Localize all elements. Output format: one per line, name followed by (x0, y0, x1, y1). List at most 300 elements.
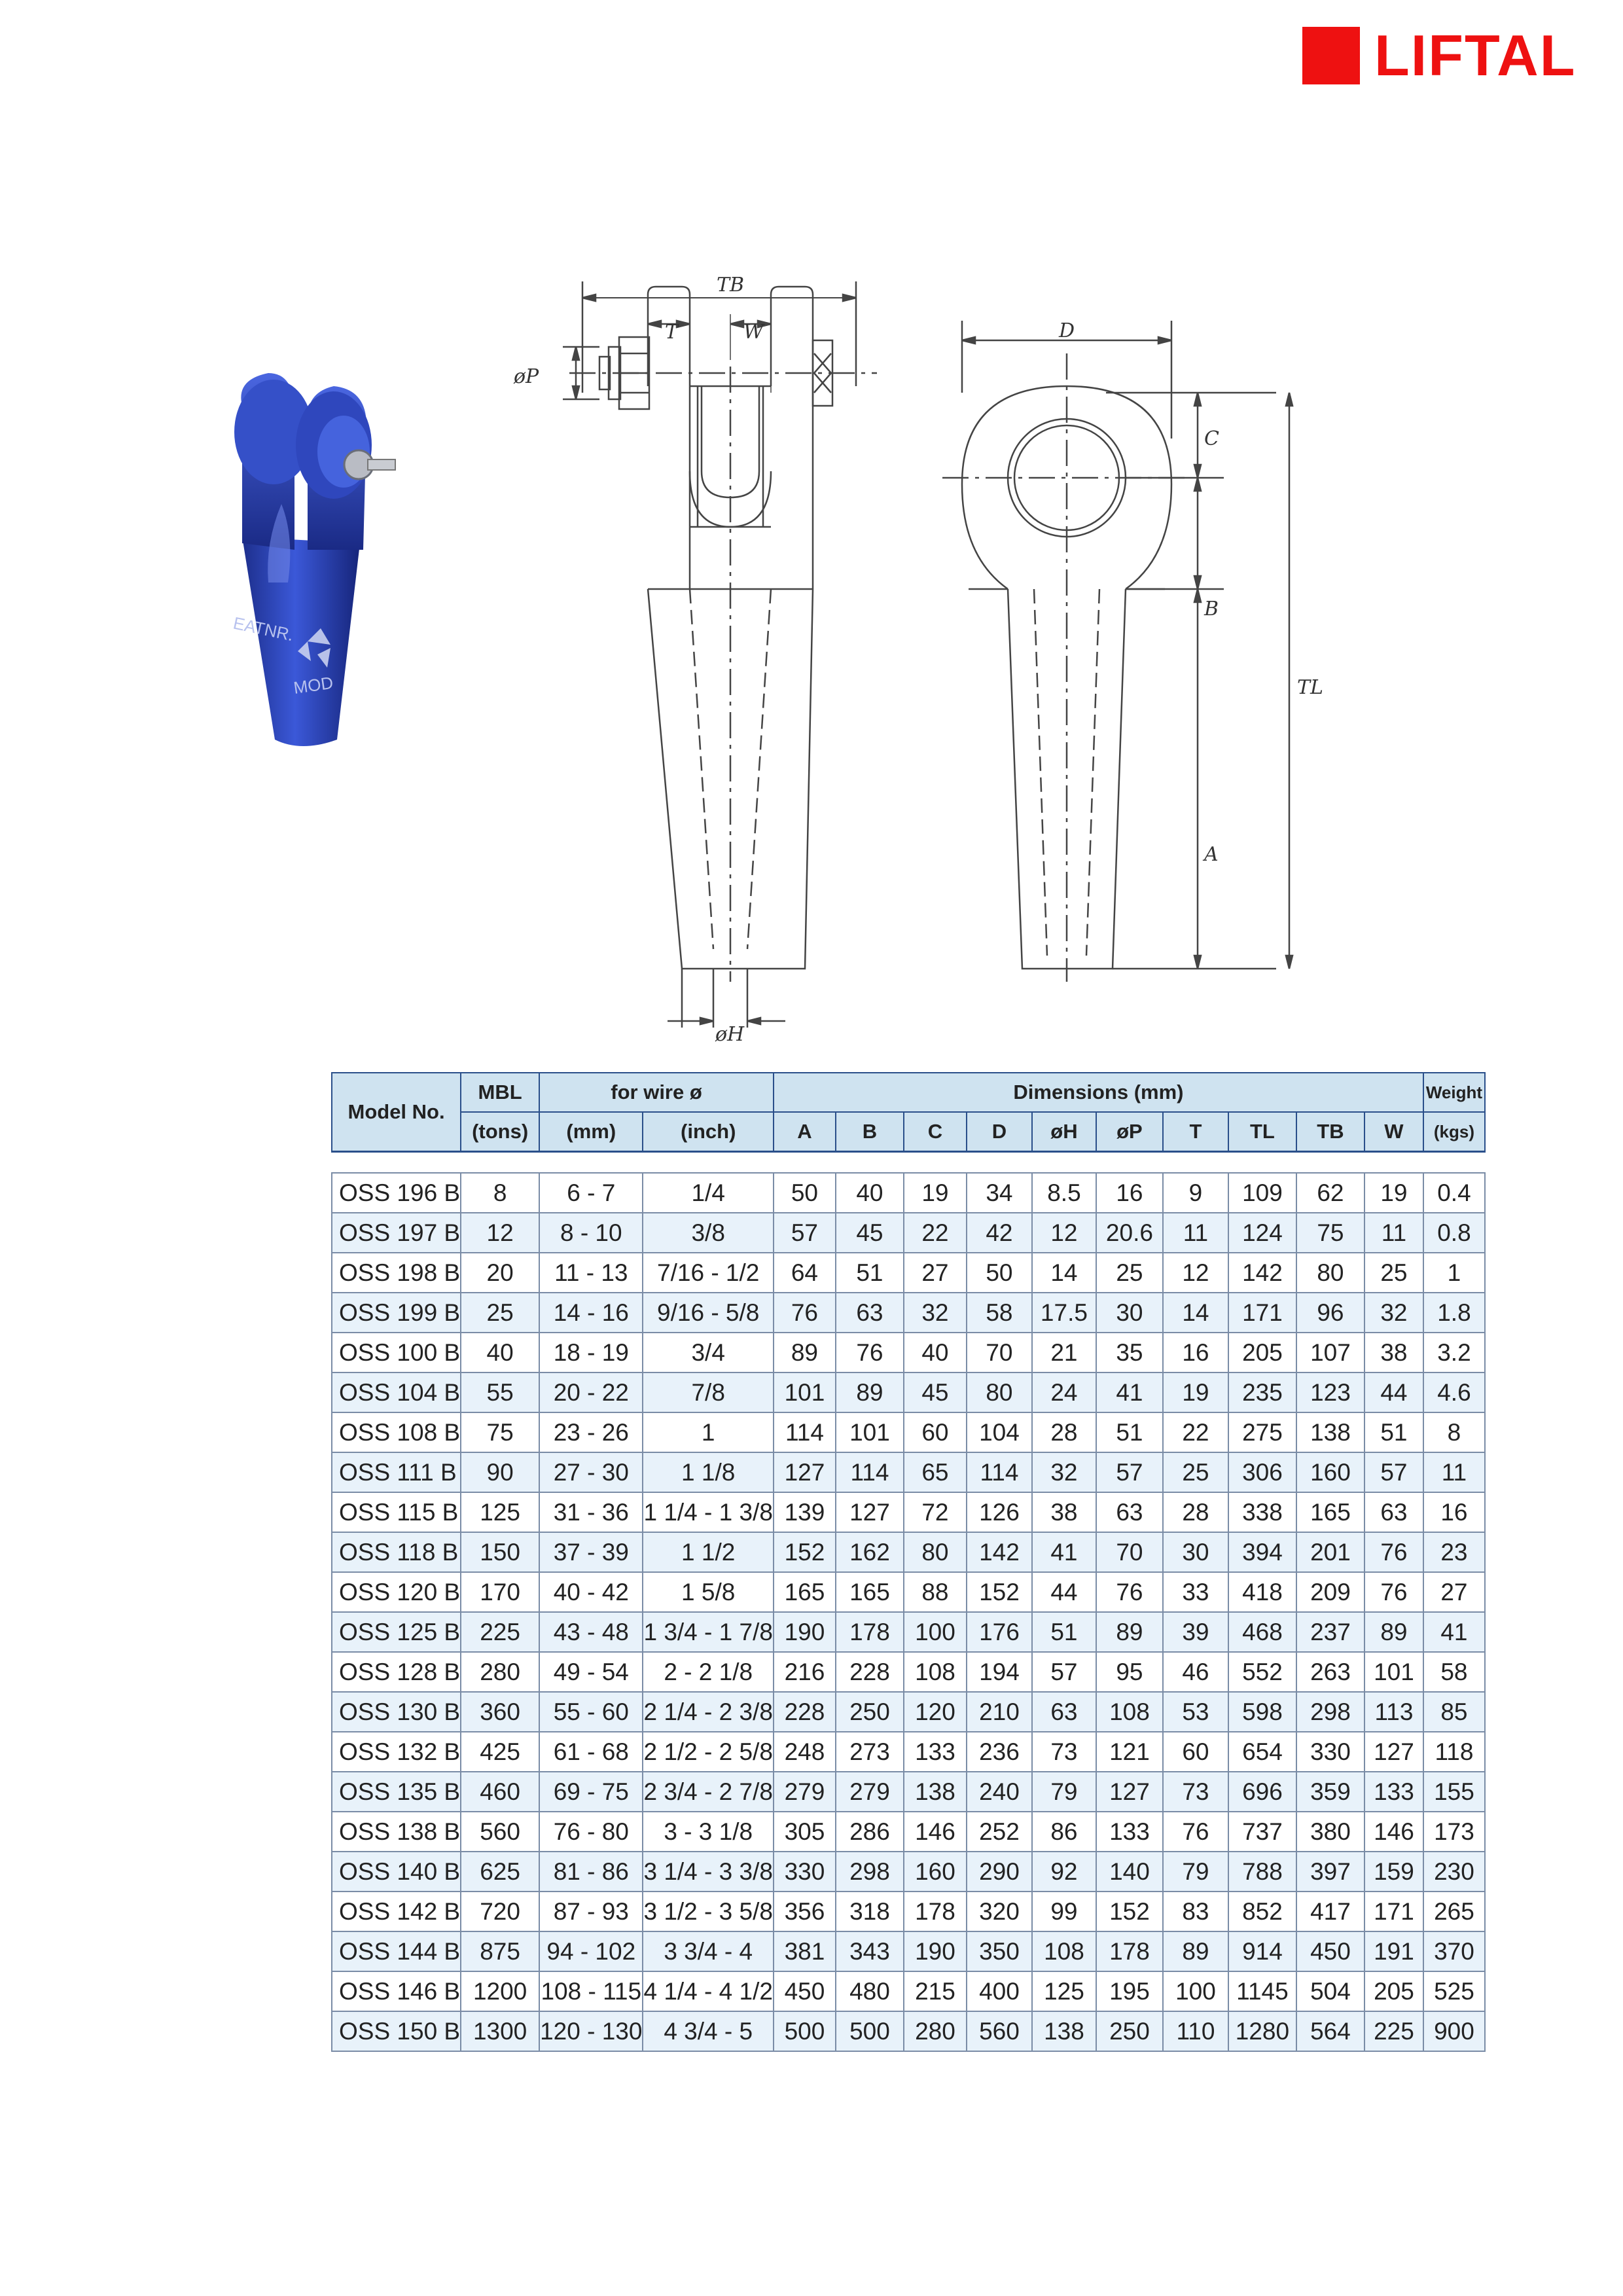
table-cell: 330 (1296, 1732, 1364, 1772)
table-cell: 173 (1423, 1812, 1485, 1852)
table-cell: 236 (967, 1732, 1032, 1772)
table-cell: 359 (1296, 1772, 1364, 1812)
table-cell: 142 (1228, 1253, 1296, 1293)
table-cell: 900 (1423, 2011, 1485, 2051)
table-row (332, 1852, 1485, 1892)
table-cell: 16 (1423, 1492, 1485, 1532)
table-cell: 25 (1163, 1452, 1228, 1492)
table-cell: 1 5/8 (643, 1572, 773, 1612)
table-cell: 178 (904, 1892, 967, 1931)
table-cell: 228 (836, 1652, 904, 1692)
model-cell: OSS 118 B (332, 1532, 461, 1572)
table-cell: 60 (904, 1412, 967, 1452)
table-cell: 96 (1296, 1293, 1364, 1333)
table-cell: 178 (836, 1612, 904, 1652)
table-cell: 560 (967, 2011, 1032, 2051)
table-cell: 121 (1096, 1732, 1163, 1772)
table-cell: 40 (461, 1333, 539, 1372)
table-cell: 32 (904, 1293, 967, 1333)
label-tl: TL (1297, 676, 1323, 699)
table-cell: 190 (904, 1931, 967, 1971)
table-row (332, 1452, 1485, 1492)
table-cell: 2 3/4 - 2 7/8 (643, 1772, 773, 1812)
table-cell: 0.4 (1423, 1173, 1485, 1213)
table-cell: 86 (1032, 1812, 1096, 1852)
table-cell: 343 (836, 1931, 904, 1971)
table-cell: 16 (1096, 1173, 1163, 1213)
table-cell: 11 (1163, 1213, 1228, 1253)
table-cell: 100 (904, 1612, 967, 1652)
table-cell: 76 (1096, 1572, 1163, 1612)
table-cell: 7/8 (643, 1372, 773, 1412)
header-wire-inch: (inch) (643, 1112, 773, 1152)
table-cell: 165 (836, 1572, 904, 1612)
table-cell: 30 (1163, 1532, 1228, 1572)
table-cell: 33 (1163, 1572, 1228, 1612)
table-cell: 2 1/2 - 2 5/8 (643, 1732, 773, 1772)
table-cell: 195 (1096, 1971, 1163, 2011)
table-cell: 23 (1423, 1532, 1485, 1572)
table-cell: 380 (1296, 1812, 1364, 1852)
model-cell: OSS 142 B (332, 1892, 461, 1931)
label-a: A (1204, 843, 1219, 866)
table-cell: 279 (836, 1772, 904, 1812)
table-cell: 70 (967, 1333, 1032, 1372)
table-cell: 1300 (461, 2011, 539, 2051)
table-cell: 127 (774, 1452, 836, 1492)
table-cell: 123 (1296, 1372, 1364, 1412)
table-cell: 210 (967, 1692, 1032, 1732)
table-cell: 170 (461, 1572, 539, 1612)
model-cell: OSS 135 B (332, 1772, 461, 1812)
table-cell: 152 (1096, 1892, 1163, 1931)
table-cell: 23 - 26 (539, 1412, 643, 1452)
table-cell: 73 (1032, 1732, 1096, 1772)
model-cell: OSS 120 B (332, 1572, 461, 1612)
table-cell: 76 (1364, 1532, 1423, 1572)
table-cell: 108 (904, 1652, 967, 1692)
table-cell: 265 (1423, 1892, 1485, 1931)
table-cell: 298 (836, 1852, 904, 1892)
model-cell: OSS 125 B (332, 1612, 461, 1652)
table-row (332, 1293, 1485, 1333)
table-cell: 165 (774, 1572, 836, 1612)
header-weight: Weight (1423, 1073, 1485, 1112)
table-cell: 85 (1423, 1692, 1485, 1732)
table-cell: 162 (836, 1532, 904, 1572)
table-cell: 60 (1163, 1732, 1228, 1772)
table-cell: 133 (1096, 1812, 1163, 1852)
product-photo (196, 353, 432, 759)
table-row (332, 1253, 1485, 1293)
table-cell: 79 (1032, 1772, 1096, 1812)
table-cell: 120 (904, 1692, 967, 1732)
table-row (332, 1333, 1485, 1372)
table-cell: 108 (1096, 1692, 1163, 1732)
table-cell: 875 (461, 1931, 539, 1971)
table-cell: 852 (1228, 1892, 1296, 1931)
table-cell: 279 (774, 1772, 836, 1812)
table-cell: 21 (1032, 1333, 1096, 1372)
table-cell: 788 (1228, 1852, 1296, 1892)
table-cell: 125 (461, 1492, 539, 1532)
logo-text: LIFTAL (1374, 23, 1577, 88)
table-cell: 165 (1296, 1492, 1364, 1532)
header-wire-mm: (mm) (539, 1112, 643, 1152)
table-row (332, 1931, 1485, 1971)
table-cell: 3 1/4 - 3 3/8 (643, 1852, 773, 1892)
photo-text-2: MOD (292, 672, 334, 698)
table-cell: 3 1/2 - 3 5/8 (643, 1892, 773, 1931)
table-cell: 1 1/2 (643, 1532, 773, 1572)
table-cell: 57 (1096, 1452, 1163, 1492)
table-cell: 51 (1032, 1612, 1096, 1652)
table-cell: 62 (1296, 1173, 1364, 1213)
table-cell: 235 (1228, 1372, 1296, 1412)
table-cell: 460 (461, 1772, 539, 1812)
model-cell: OSS 100 B (332, 1333, 461, 1372)
header-dim-tb: TB (1296, 1112, 1364, 1152)
header-dim-p: øP (1096, 1112, 1163, 1152)
table-cell: 280 (461, 1652, 539, 1692)
table-cell: 45 (836, 1213, 904, 1253)
table-cell: 40 (904, 1333, 967, 1372)
table-cell: 34 (967, 1173, 1032, 1213)
table-cell: 418 (1228, 1572, 1296, 1612)
table-cell: 2 1/4 - 2 3/8 (643, 1692, 773, 1732)
table-cell: 22 (904, 1213, 967, 1253)
table-cell: 205 (1364, 1971, 1423, 2011)
model-cell: OSS 138 B (332, 1812, 461, 1852)
table-cell: 31 - 36 (539, 1492, 643, 1532)
table-cell: 11 (1364, 1213, 1423, 1253)
table-cell: 140 (1096, 1852, 1163, 1892)
table-cell: 101 (774, 1372, 836, 1412)
model-cell: OSS 108 B (332, 1412, 461, 1452)
header-dim-tl: TL (1228, 1112, 1296, 1152)
header-model: Model No. (332, 1073, 461, 1152)
table-row (332, 1213, 1485, 1253)
table-cell: 69 - 75 (539, 1772, 643, 1812)
table-cell: 252 (967, 1812, 1032, 1852)
table-cell: 50 (774, 1173, 836, 1213)
table-cell: 19 (1163, 1372, 1228, 1412)
table-cell: 79 (1163, 1852, 1228, 1892)
table-row (332, 1412, 1485, 1452)
table-cell: 39 (1163, 1612, 1228, 1652)
table-cell: 7/16 - 1/2 (643, 1253, 773, 1293)
table-cell: 127 (1364, 1732, 1423, 1772)
table-cell: 286 (836, 1812, 904, 1852)
table-cell: 6 - 7 (539, 1173, 643, 1213)
header-dim-t: T (1163, 1112, 1228, 1152)
table-cell: 4 3/4 - 5 (643, 2011, 773, 2051)
header-dim-b: B (836, 1112, 904, 1152)
table-cell: 44 (1032, 1572, 1096, 1612)
table-cell: 110 (1163, 2011, 1228, 2051)
table-cell: 4.6 (1423, 1372, 1485, 1412)
model-cell: OSS 111 B (332, 1452, 461, 1492)
table-cell: 171 (1228, 1293, 1296, 1333)
table-row (332, 1572, 1485, 1612)
table-cell: 8 (461, 1173, 539, 1213)
table-cell: 41 (1423, 1612, 1485, 1652)
table-cell: 248 (774, 1732, 836, 1772)
table-cell: 27 (1423, 1572, 1485, 1612)
table-cell: 598 (1228, 1692, 1296, 1732)
table-cell: 155 (1423, 1772, 1485, 1812)
table-cell: 63 (1364, 1492, 1423, 1532)
table-cell: 24 (1032, 1372, 1096, 1412)
model-cell: OSS 128 B (332, 1652, 461, 1692)
table-cell: 3/4 (643, 1333, 773, 1372)
table-cell: 142 (967, 1532, 1032, 1572)
table-cell: 41 (1032, 1532, 1096, 1572)
table-cell: 125 (1032, 1971, 1096, 2011)
table-cell: 76 - 80 (539, 1812, 643, 1852)
table-cell: 89 (836, 1372, 904, 1412)
table-row (332, 1692, 1485, 1732)
table-cell: 51 (1364, 1412, 1423, 1452)
table-cell: 89 (1096, 1612, 1163, 1652)
table-cell: 338 (1228, 1492, 1296, 1532)
table-cell: 306 (1228, 1452, 1296, 1492)
table-row (332, 1492, 1485, 1532)
table-cell: 38 (1364, 1333, 1423, 1372)
table-cell: 120 - 130 (539, 2011, 643, 2051)
table-cell: 65 (904, 1452, 967, 1492)
table-cell: 500 (774, 2011, 836, 2051)
table-cell: 76 (774, 1293, 836, 1333)
table-cell: 240 (967, 1772, 1032, 1812)
table-cell: 89 (1163, 1931, 1228, 1971)
table-cell: 14 (1163, 1293, 1228, 1333)
table-cell: 190 (774, 1612, 836, 1652)
table-cell: 320 (967, 1892, 1032, 1931)
table-cell: 9 (1163, 1173, 1228, 1213)
table-cell: 525 (1423, 1971, 1485, 2011)
table-cell: 51 (836, 1253, 904, 1293)
table-body (332, 1173, 1485, 2051)
table-cell: 150 (461, 1532, 539, 1572)
table-cell: 318 (836, 1892, 904, 1931)
table-cell: 57 (1032, 1652, 1096, 1692)
table-row (332, 1732, 1485, 1772)
table-cell: 1145 (1228, 1971, 1296, 2011)
table-cell: 205 (1228, 1333, 1296, 1372)
table-cell: 160 (1296, 1452, 1364, 1492)
label-d: D (1059, 319, 1075, 342)
table-cell: 53 (1163, 1692, 1228, 1732)
table-cell: 280 (904, 2011, 967, 2051)
table-cell: 450 (774, 1971, 836, 2011)
table-cell: 76 (836, 1333, 904, 1372)
table-cell: 8.5 (1032, 1173, 1096, 1213)
table-cell: 114 (774, 1412, 836, 1452)
model-cell: OSS 132 B (332, 1732, 461, 1772)
table-cell: 28 (1032, 1412, 1096, 1452)
table-cell: 28 (1163, 1492, 1228, 1532)
table-cell: 44 (1364, 1372, 1423, 1412)
table-cell: 64 (774, 1253, 836, 1293)
table-cell: 76 (1364, 1572, 1423, 1612)
table-cell: 99 (1032, 1892, 1096, 1931)
table-cell: 87 - 93 (539, 1892, 643, 1931)
table-cell: 400 (967, 1971, 1032, 2011)
table-cell: 138 (904, 1772, 967, 1812)
table-cell: 8 (1423, 1412, 1485, 1452)
table-cell: 3/8 (643, 1213, 773, 1253)
table-cell: 191 (1364, 1931, 1423, 1971)
table-cell: 397 (1296, 1852, 1364, 1892)
table-cell: 737 (1228, 1812, 1296, 1852)
table-cell: 104 (967, 1412, 1032, 1452)
table-cell: 14 (1032, 1253, 1096, 1293)
table-cell: 425 (461, 1732, 539, 1772)
model-cell: OSS 140 B (332, 1852, 461, 1892)
table-cell: 152 (967, 1572, 1032, 1612)
table-cell: 80 (904, 1532, 967, 1572)
table-cell: 2 - 2 1/8 (643, 1652, 773, 1692)
table-cell: 3 - 3 1/8 (643, 1812, 773, 1852)
table-cell: 625 (461, 1852, 539, 1892)
table-cell: 1 (1423, 1253, 1485, 1293)
table-cell: 19 (904, 1173, 967, 1213)
table-cell: 81 - 86 (539, 1852, 643, 1892)
table-cell: 80 (967, 1372, 1032, 1412)
table-cell: 133 (1364, 1772, 1423, 1812)
table-cell: 225 (1364, 2011, 1423, 2051)
table-cell: 564 (1296, 2011, 1364, 2051)
header-weight-unit: (kgs) (1423, 1112, 1485, 1152)
table-cell: 1.8 (1423, 1293, 1485, 1333)
model-cell: OSS 196 B (332, 1173, 461, 1213)
header-mbl-unit: (tons) (461, 1112, 539, 1152)
table-cell: 201 (1296, 1532, 1364, 1572)
table-cell: 109 (1228, 1173, 1296, 1213)
table-cell: 178 (1096, 1931, 1163, 1971)
table-cell: 127 (1096, 1772, 1163, 1812)
table-cell: 22 (1163, 1412, 1228, 1452)
table-cell: 20 (461, 1253, 539, 1293)
table-cell: 560 (461, 1812, 539, 1852)
table-cell: 12 (461, 1213, 539, 1253)
table-cell: 126 (967, 1492, 1032, 1532)
table-cell: 20 - 22 (539, 1372, 643, 1412)
header-dim-w: W (1364, 1112, 1423, 1152)
table-cell: 92 (1032, 1852, 1096, 1892)
table-row (332, 2011, 1485, 2051)
table-cell: 75 (461, 1412, 539, 1452)
table-cell: 95 (1096, 1652, 1163, 1692)
table-cell: 9/16 - 5/8 (643, 1293, 773, 1333)
table-cell: 3.2 (1423, 1333, 1485, 1372)
table-cell: 504 (1296, 1971, 1364, 2011)
table-cell: 263 (1296, 1652, 1364, 1692)
table-cell: 3 3/4 - 4 (643, 1931, 773, 1971)
table-cell: 275 (1228, 1412, 1296, 1452)
table-cell: 49 - 54 (539, 1652, 643, 1692)
brand-logo (1302, 23, 1577, 88)
table-cell: 83 (1163, 1892, 1228, 1931)
table-cell: 108 (1032, 1931, 1096, 1971)
table-cell: 89 (774, 1333, 836, 1372)
table-row (332, 1372, 1485, 1412)
table-cell: 468 (1228, 1612, 1296, 1652)
table-cell: 8 - 10 (539, 1213, 643, 1253)
photo-text-1: EATNR. (231, 613, 296, 645)
table-cell: 381 (774, 1931, 836, 1971)
table-cell: 12 (1032, 1213, 1096, 1253)
table-cell: 35 (1096, 1333, 1163, 1372)
table-cell: 25 (1364, 1253, 1423, 1293)
table-cell: 45 (904, 1372, 967, 1412)
table-cell: 133 (904, 1732, 967, 1772)
header-dim-h: øH (1032, 1112, 1096, 1152)
table-cell: 32 (1364, 1293, 1423, 1333)
table-cell: 228 (774, 1692, 836, 1732)
table-cell: 350 (967, 1931, 1032, 1971)
model-cell: OSS 104 B (332, 1372, 461, 1412)
table-cell: 18 - 19 (539, 1333, 643, 1372)
table-cell: 27 - 30 (539, 1452, 643, 1492)
table-cell: 40 (836, 1173, 904, 1213)
table-cell: 38 (1032, 1492, 1096, 1532)
table-row (332, 1532, 1485, 1572)
side-view (942, 321, 1293, 982)
label-t: T (665, 321, 679, 344)
model-cell: OSS 146 B (332, 1971, 461, 2011)
specification-table (331, 1072, 1486, 2052)
model-cell: OSS 198 B (332, 1253, 461, 1293)
table-cell: 42 (967, 1213, 1032, 1253)
model-cell: OSS 197 B (332, 1213, 461, 1253)
table-row (332, 1812, 1485, 1852)
header-mbl: MBL (461, 1073, 539, 1112)
table-cell: 4 1/4 - 4 1/2 (643, 1971, 773, 2011)
header-wire: for wire ø (539, 1073, 774, 1112)
table-cell: 215 (904, 1971, 967, 2011)
table-cell: 90 (461, 1452, 539, 1492)
table-cell: 12 (1163, 1253, 1228, 1293)
table-cell: 50 (967, 1253, 1032, 1293)
table-cell: 101 (836, 1412, 904, 1452)
table-cell: 40 - 42 (539, 1572, 643, 1612)
table-cell: 113 (1364, 1692, 1423, 1732)
table-cell: 1/4 (643, 1173, 773, 1213)
table-cell: 27 (904, 1253, 967, 1293)
table-cell: 194 (967, 1652, 1032, 1692)
table-cell: 250 (1096, 2011, 1163, 2051)
table-cell: 225 (461, 1612, 539, 1652)
table-cell: 176 (967, 1612, 1032, 1652)
table-cell: 394 (1228, 1532, 1296, 1572)
table-cell: 370 (1423, 1931, 1485, 1971)
table-cell: 124 (1228, 1213, 1296, 1253)
table-cell: 11 (1423, 1452, 1485, 1492)
table-cell: 114 (836, 1452, 904, 1492)
table-cell: 330 (774, 1852, 836, 1892)
table-cell: 80 (1296, 1253, 1364, 1293)
table-cell: 138 (1296, 1412, 1364, 1452)
table-cell: 356 (774, 1892, 836, 1931)
table-cell: 70 (1096, 1532, 1163, 1572)
table-cell: 73 (1163, 1772, 1228, 1812)
model-cell: OSS 115 B (332, 1492, 461, 1532)
table-cell: 41 (1096, 1372, 1163, 1412)
table-cell: 108 - 115 (539, 1971, 643, 2011)
table-cell: 100 (1163, 1971, 1228, 2011)
